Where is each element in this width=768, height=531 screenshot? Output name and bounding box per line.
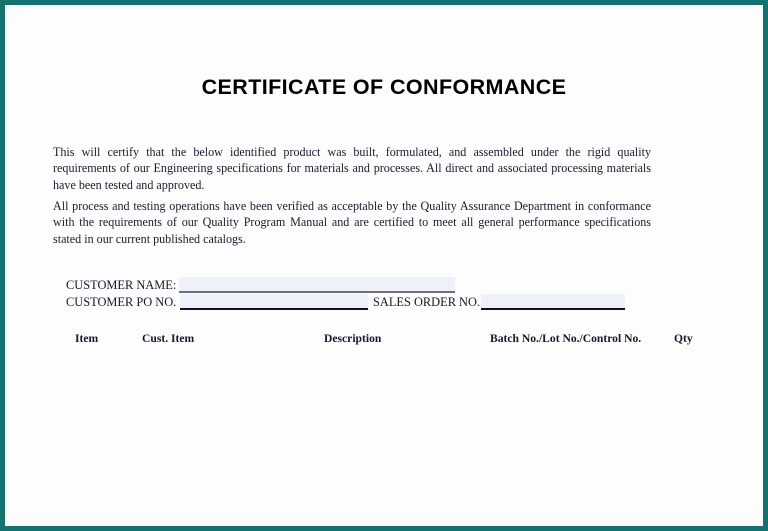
- sales-order-label: SALES ORDER NO.: [373, 295, 481, 309]
- customer-name-label: CUSTOMER NAME:: [66, 278, 177, 292]
- customer-po-input[interactable]: [180, 294, 368, 310]
- customer-fields-section: [5, 276, 763, 322]
- certification-paragraph-1: This will certify that the below identified product was built, formulated, and assembled under the rigid quality requirements of our Engineering specifications for materials and processes. All direct and associated processing materials have been tested and approved.: [53, 145, 651, 192]
- column-header-qty: Qty: [674, 332, 693, 345]
- column-header-batch-lot-control-no: Batch No./Lot No./Control No.: [490, 332, 642, 345]
- sales-order-input[interactable]: [481, 294, 625, 310]
- column-header-cust-item: Cust. Item: [142, 332, 195, 345]
- customer-po-row: [5, 293, 763, 311]
- items-table-header: [5, 331, 763, 349]
- certification-paragraph-2: All process and testing operations have been verified as acceptable by the Quality Assurance Department in conformance with the requirements of our Quality Program Manual and are certified to meet all general performance specifications stated in our current published catalogs.: [53, 199, 651, 246]
- page-title: CERTIFICATE OF CONFORMANCE: [201, 75, 567, 99]
- certificate-page: [5, 5, 763, 526]
- column-header-description: Description: [324, 332, 382, 345]
- customer-name-input[interactable]: [179, 277, 455, 293]
- customer-name-row: [5, 276, 763, 294]
- column-header-item: Item: [75, 332, 99, 345]
- customer-po-label: CUSTOMER PO NO.: [66, 295, 177, 309]
